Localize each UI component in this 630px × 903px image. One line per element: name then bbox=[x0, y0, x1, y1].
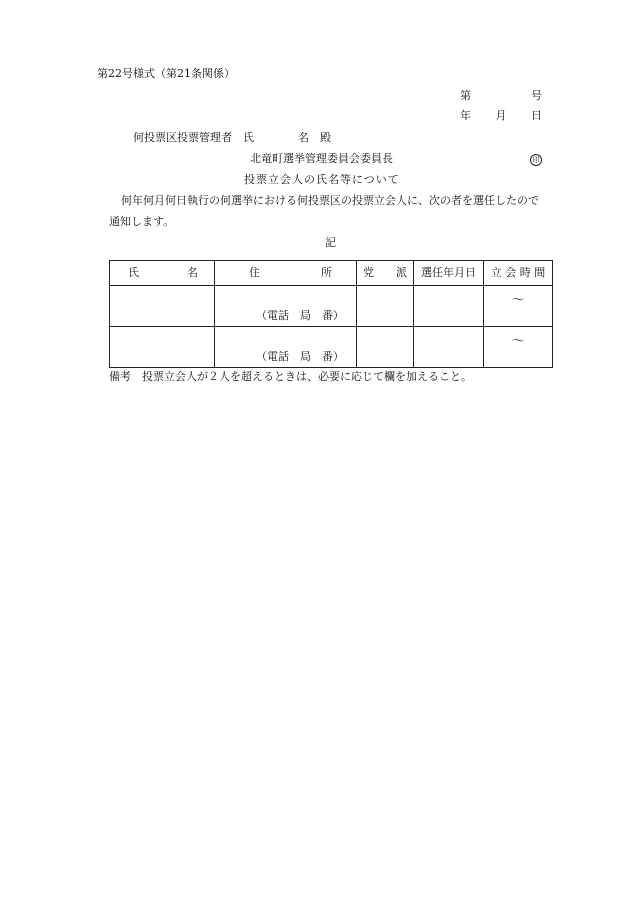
header-hours: 立 会 時 間 bbox=[484, 261, 553, 286]
header-appointed-date: 選任年月日 bbox=[414, 261, 484, 286]
date-year: 年 bbox=[460, 109, 471, 122]
document-number bbox=[460, 89, 542, 103]
cell-party bbox=[357, 286, 414, 327]
table-row bbox=[110, 286, 553, 327]
cell-hours: ～ bbox=[484, 327, 553, 368]
cell-hours: ～ bbox=[484, 286, 553, 327]
header-address bbox=[215, 261, 357, 286]
body-line-2: 通知します。 bbox=[109, 215, 175, 228]
remarks-note: 備考 投票立会人が２人を超えるときは、必要に応じて欄を加えること。 bbox=[109, 370, 472, 383]
date-day: 日 bbox=[531, 109, 542, 122]
cell-address: （電話 局 番） bbox=[215, 327, 357, 368]
recipient: 何投票区投票管理者 氏 名 殿 bbox=[133, 131, 331, 144]
ki-heading: 記 bbox=[325, 236, 336, 249]
body-line-1: 何年何月何日執行の何選挙における何投票区の投票立会人に、次の者を選任したので bbox=[121, 194, 539, 207]
form-label: 第22号様式（第21条関係） bbox=[97, 67, 235, 80]
header-address-2: 所 bbox=[321, 266, 332, 279]
header-party-1: 党 bbox=[363, 266, 374, 279]
cell-appointed-date bbox=[414, 286, 484, 327]
date-month: 月 bbox=[495, 109, 507, 122]
header-name bbox=[110, 261, 215, 286]
seal-mark bbox=[530, 152, 542, 166]
doc-number-prefix: 第 bbox=[460, 89, 471, 102]
header-party-2: 派 bbox=[396, 266, 407, 279]
seal-icon: 印 bbox=[530, 154, 542, 166]
doc-number-suffix: 号 bbox=[531, 89, 542, 102]
cell-address: （電話 局 番） bbox=[215, 286, 357, 327]
subject-title: 投票立会人の氏名等について bbox=[244, 173, 400, 186]
cell-name bbox=[110, 327, 215, 368]
header-name-2: 名 bbox=[187, 266, 198, 279]
header-party bbox=[357, 261, 414, 286]
appointee-table bbox=[109, 260, 553, 368]
cell-appointed-date bbox=[414, 327, 484, 368]
table-header-row bbox=[110, 261, 553, 286]
cell-name bbox=[110, 286, 215, 327]
header-address-1: 住 bbox=[249, 266, 260, 279]
header-name-1: 氏 bbox=[128, 266, 139, 279]
cell-party bbox=[357, 327, 414, 368]
document-date bbox=[460, 109, 542, 123]
table-row bbox=[110, 327, 553, 368]
sender: 北竜町選挙管理委員会委員長 bbox=[250, 152, 393, 165]
